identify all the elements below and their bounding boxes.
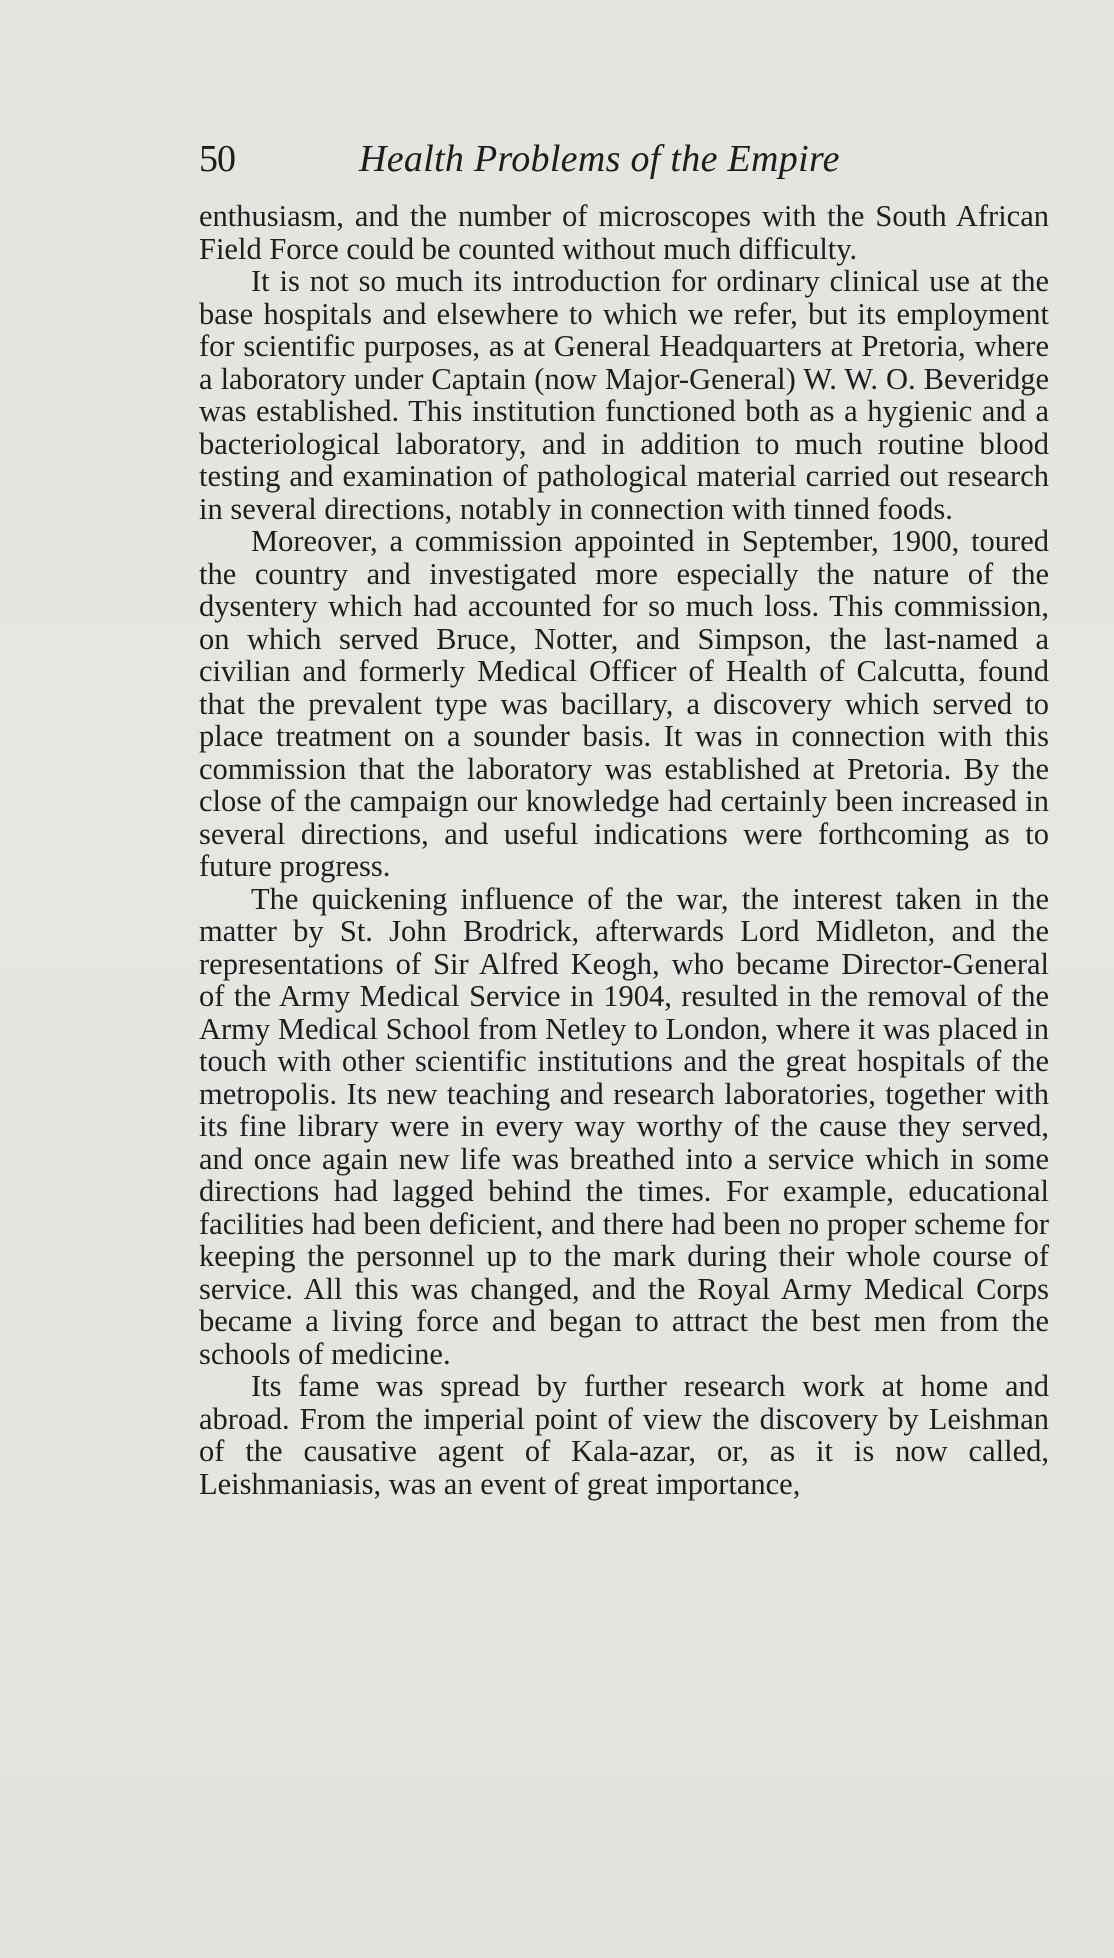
paragraph-continued: enthusiasm, and the number of microscopes with the South African Field Force could be counted without much difficulty.: [199, 199, 1049, 266]
body-text: [199, 200, 1049, 1500]
paragraph: Moreover, a commission appointed in September, 1900, toured the country and investigated more especially the nature of the dysentery which had accounted for so much loss. This commission, on which served Bruce, Notter, and Simpson, the last-named a civilian and formerly Medical Officer of Health of Calcutta, found that the prevalent type was bacillary, a discovery which served to place treatment on a sounder basis. It was in connection with this commission that the laboratory was established at Pretoria. By the close of the campaign our knowledge had certainly been increased in several directions, and useful indications were forthcoming as to future progress.: [199, 524, 1049, 883]
page-header: [199, 134, 1049, 184]
running-title: Health Problems of the Empire: [359, 138, 840, 180]
paragraph: The quickening influence of the war, the interest taken in the matter by St. John Brodrick, afterwards Lord Midleton, and the representations of Sir Alfred Keogh, who became Director-General of the Army Medical Service in 1904, resulted in the removal of the Army Medical School from Netley to London, where it was placed in touch with other scientific institutions and the great hospitals of the metropolis. Its new teaching and research laboratories, together with its fine library were in every way worthy of the cause they served, and once again new life was breathed into a service which in some directions had lagged behind the times. For example, educational facilities had been deficient, and there had been no proper scheme for keeping the personnel up to the mark during their whole course of service. All this was changed, and the Royal Army Medical Corps became a living force and began to attract the best men from the schools of medicine.: [199, 881, 1049, 1371]
paragraph: It is not so much its introduction for ordinary clinical use at the base hospitals and elsewhere to which we refer, but its employment for scientific purposes, as at General Headquarters at Pretoria, where a laboratory under Captain (now Major-General) W. W. O. Beveridge was established. This institution functioned both as a hygienic and a bacteriological laboratory, and in addition to much routine blood testing and examination of pathological material carried out research in several directions, notably in connection with tinned foods.: [199, 264, 1049, 526]
page-number: 50: [199, 138, 235, 180]
paragraph: Its fame was spread by further research work at home and abroad. From the imperial point of view the discovery by Leishman of the causative agent of Kala-azar, or, as it is now called, Leishmaniasis, was an event of great importance,: [199, 1369, 1049, 1501]
